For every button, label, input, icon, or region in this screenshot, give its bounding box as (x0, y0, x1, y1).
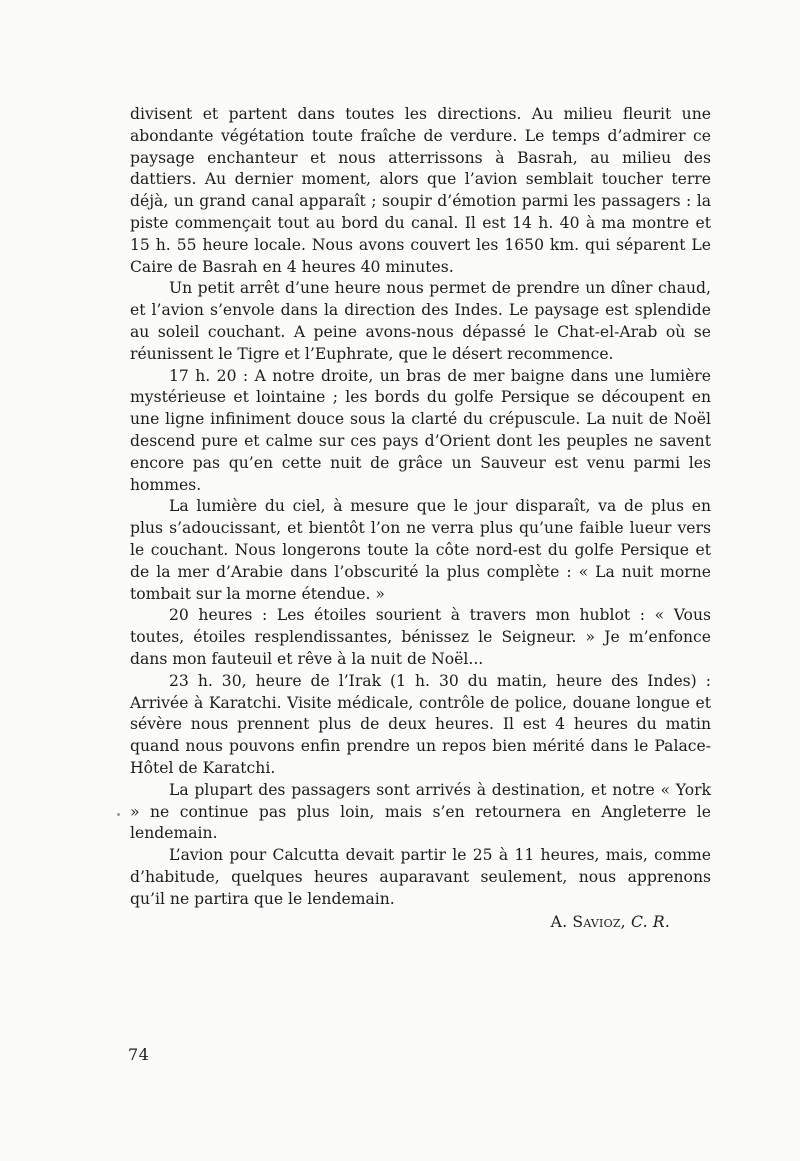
religious-order: C. R. (631, 913, 670, 931)
page-number: 74 (128, 1045, 150, 1064)
margin-mark (117, 813, 120, 816)
author-name: A. Savioz, (550, 913, 626, 931)
paragraph-3: 17 h. 20 : A notre droite, un bras de mer baigne dans une lumière mystérieuse et lointaine ; les bords du golfe Persique se découpent en une ligne infiniment douce sous la clarté du crépuscule. La nuit de Noël descend pure et calme sur ces pays d’Orient dont les peuples ne savent encore pas qu’en cette nuit de grâce un Sauveur est venu parmi les hommes. (130, 366, 711, 494)
paragraph-6: 23 h. 30, heure de l’Irak (1 h. 30 du matin, heure des Indes) : Arrivée à Karatchi. Visite médicale, contrôle de police, douane longue et sévère nous prennent plus de deux heures. Il est 4 heures du matin quand nous pouvons enfin prendre un repos bien mérité dans le Palace-Hôtel de Karatchi. (130, 671, 711, 777)
paragraph-1: divisent et partent dans toutes les directions. Au milieu fleurit une abondante végétation toute fraîche de verdure. Le temps d’admirer ce paysage enchanteur et nous atterrissons à Basrah, au milieu des dattiers. Au dernier moment, alors que l’avion semblait toucher terre déjà, un grand canal apparaît ; soupir d’émotion parmi les passagers : la piste commençait tout au bord du canal. Il est 14 h. 40 à ma montre et 15 h. 55 heure locale. Nous avons couvert les 1650 km. qui séparent Le Caire de Basrah en 4 heures 40 minutes. (130, 105, 711, 276)
paragraph-2: Un petit arrêt d’une heure nous permet de prendre un dîner chaud, et l’avion s’envole dans la direction des Indes. Le paysage est splendide au soleil couchant. A peine avons-nous dépassé le Chat-el-Arab où se réunissent le Tigre et l’Euphrate, que le désert recommence. (130, 279, 711, 363)
paragraph-4: La lumière du ciel, à mesure que le jour disparaît, va de plus en plus s’adoucissant, et bientôt l’on ne verra plus qu’une faible lueur vers le couchant. Nous longerons toute la côte nord-est du golfe Persique et de la mer d’Arabie dans l’obscurité la plus complète : « La nuit morne tombait sur la morne étendue. » (130, 497, 711, 603)
paragraph-7: La plupart des passagers sont arrivés à destination, et notre « York » ne continue pas plus loin, mais s’en retournera en Angleterre le lendemain. (130, 780, 711, 843)
paragraph-8: L’avion pour Calcutta devait partir le 25 à 11 heures, mais, comme d’habitude, quelques heures auparavant seulement, nous apprenons qu’il ne partira que le lendemain. (130, 846, 711, 908)
paragraph-5: 20 heures : Les étoiles sourient à travers mon hublot : « Vous toutes, étoiles resplendissantes, bénissez le Seigneur. » Je m’enfonce dans mon fauteuil et rêve à la nuit de Noël... (130, 606, 711, 668)
body-text (130, 104, 711, 910)
author-signature (500, 911, 670, 933)
